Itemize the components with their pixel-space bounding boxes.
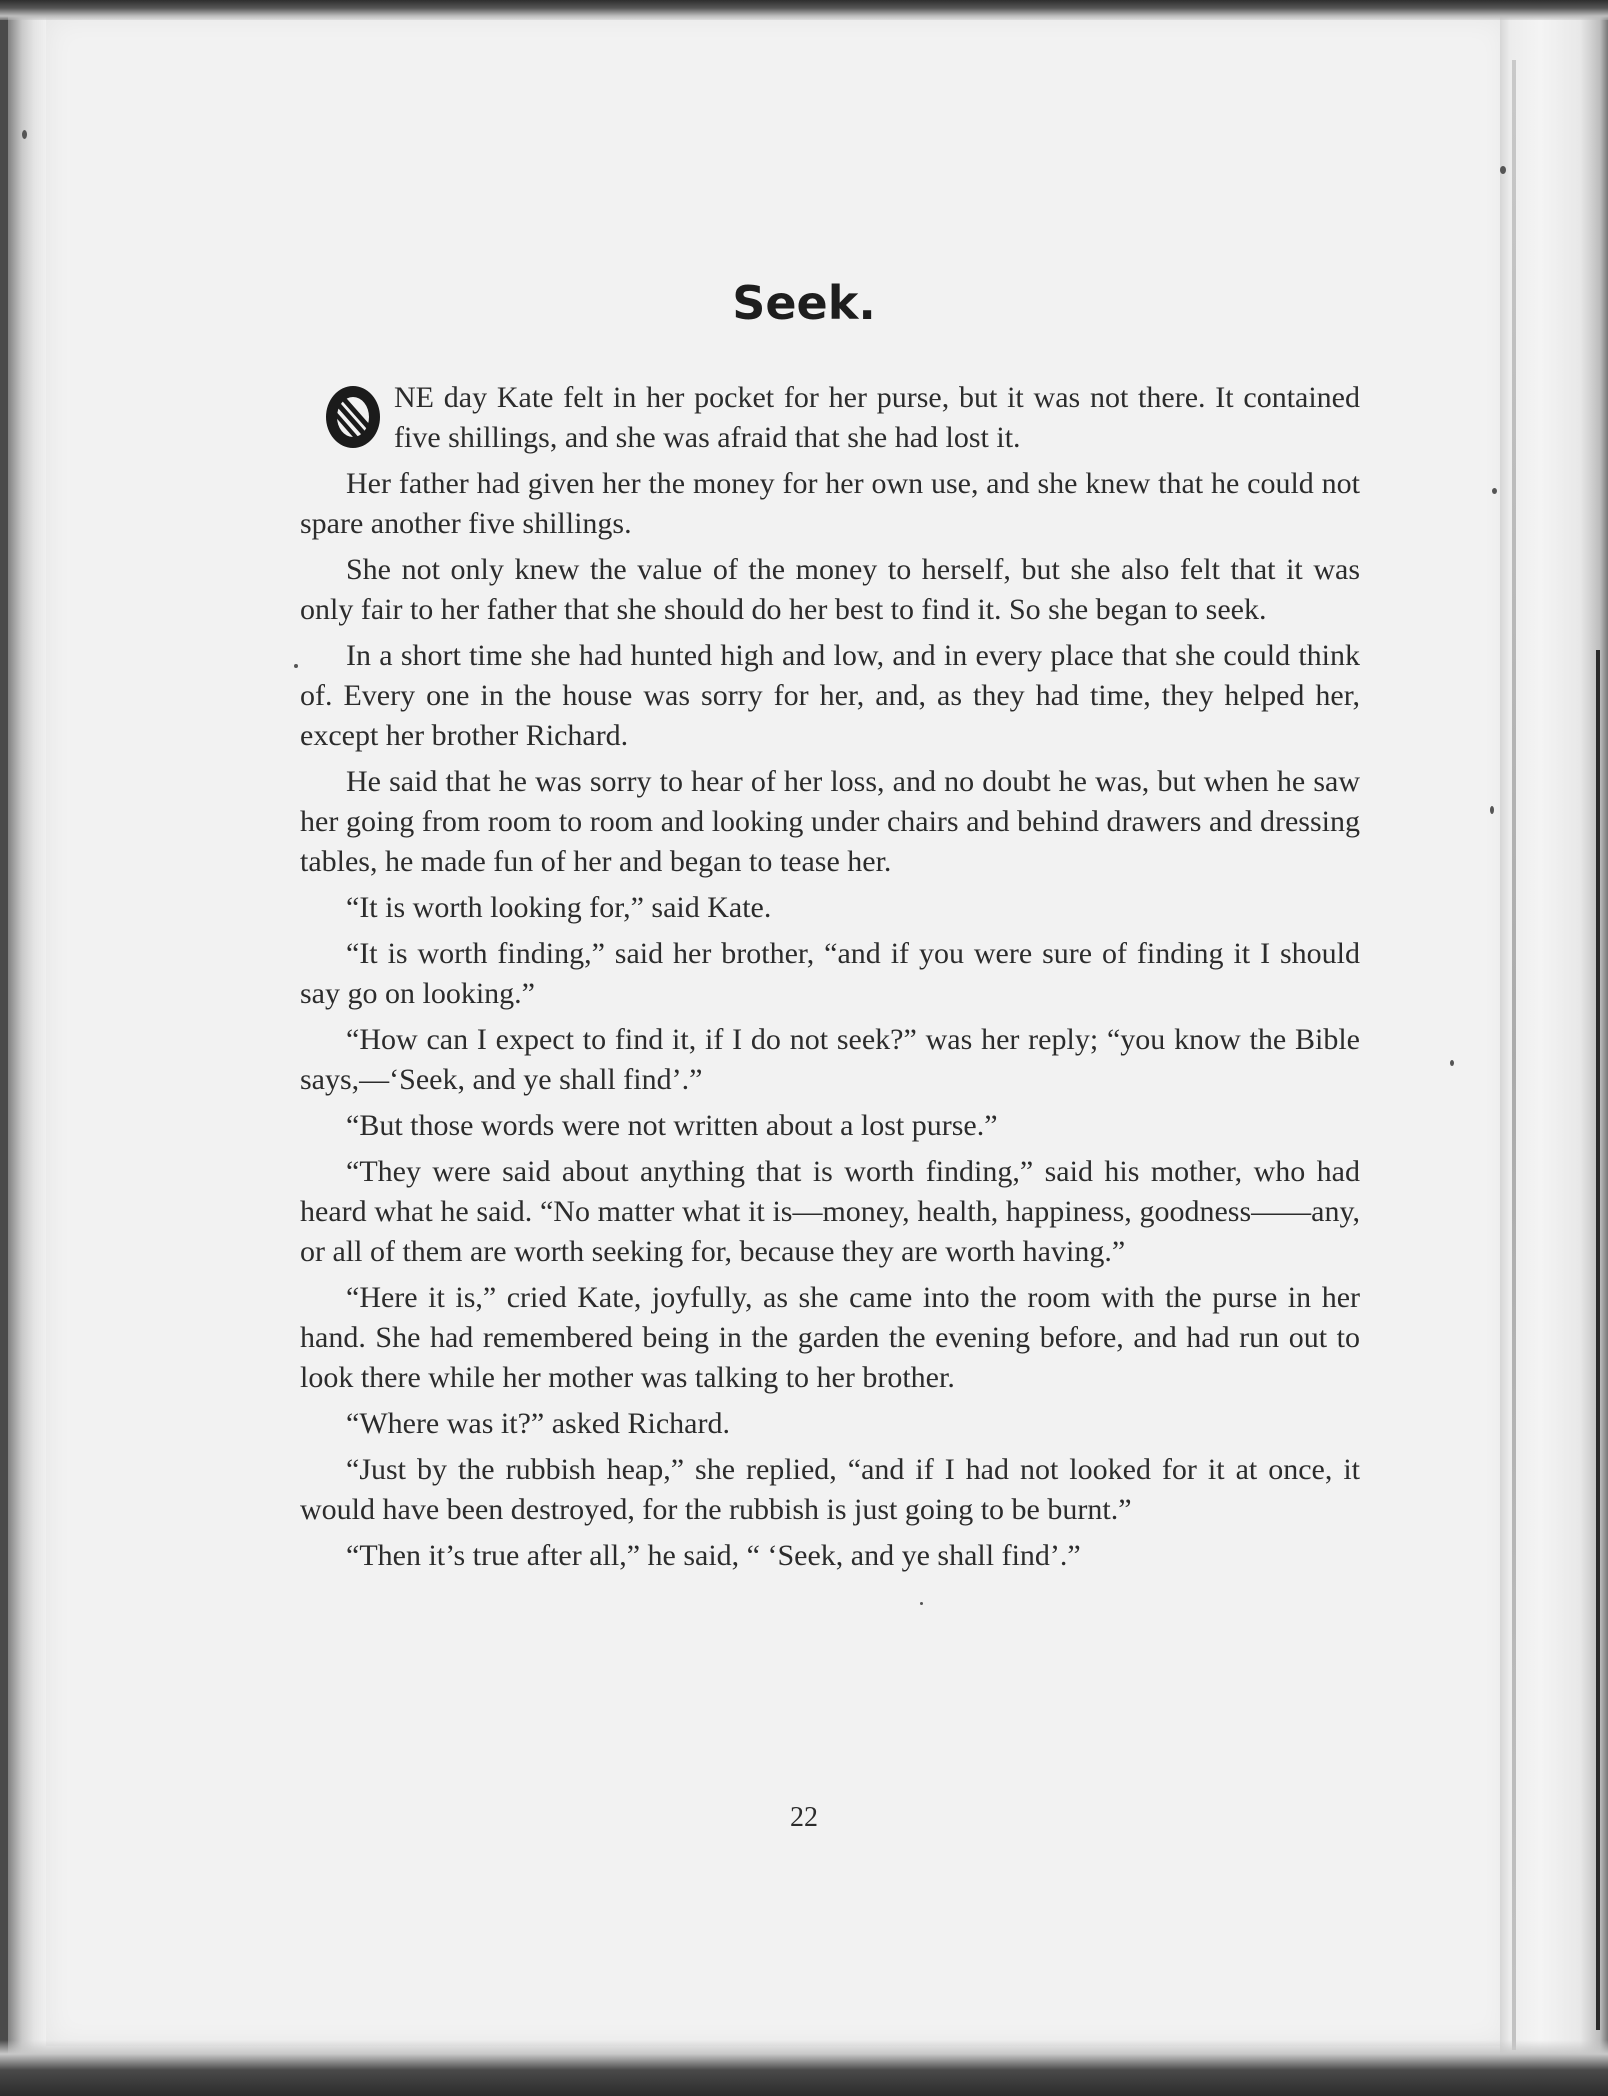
scan-speck: [920, 1602, 923, 1605]
paragraph-4: In a short time she had hunted high and low, and in every place that she could think of. Every one in the house was sorry for her, and, as they had time, they helped her, except her brother Richard.: [300, 639, 1360, 752]
paragraph-2: Her father had given her the money for her own use, and she knew that he could not spare another five shillings.: [300, 467, 1360, 540]
paragraph-9: “But those words were not written about a lost purse.”: [346, 1109, 998, 1142]
scan-speck: [294, 664, 298, 668]
gutter-fold-line: [1512, 60, 1516, 2050]
page-number: 22: [790, 1802, 818, 1833]
bottom-scan-edge: [0, 2040, 1608, 2096]
paragraph-7: “It is worth finding,” said her brother, “and if you were sure of finding it I should say go on looking.”: [300, 937, 1360, 1010]
paragraph-8: “How can I expect to find it, if I do not seek?” was her reply; “you know the Bible says,—‘Seek, and ye shall find’.”: [300, 1023, 1360, 1096]
story-body: [300, 378, 1360, 1582]
paragraph-14: “Then it’s true after all,” he said, “ ‘Seek, and ye shall find’.”: [346, 1539, 1081, 1572]
paragraph-1: [300, 378, 1360, 458]
scan-speck: [22, 130, 27, 139]
scan-speck: [1492, 488, 1497, 494]
drop-cap-o-icon: [324, 384, 382, 450]
scan-speck: [1450, 1060, 1454, 1066]
scan-speck: [1500, 166, 1506, 174]
paragraph-13: “Just by the rubbish heap,” she replied, “and if I had not looked for it at once, it would have been destroyed, for the rubbish is just going to be burnt.”: [300, 1453, 1360, 1526]
paragraph-6: “It is worth looking for,” said Kate.: [346, 891, 772, 924]
paragraph-text: NE day Kate felt in her pocket for her purse, but it was not there. It contained five shillings, and she was afraid that she had lost it.: [394, 381, 1360, 454]
paragraph-11: “Here it is,” cried Kate, joyfully, as she came into the room with the purse in her hand. She had remembered being in the garden the evening before, and had run out to look there while her mother was talking to her brother.: [300, 1281, 1360, 1394]
paragraph-3: She not only knew the value of the money to herself, but she also felt that it was only fair to her father that she should do her best to find it. So she began to seek.: [300, 553, 1360, 626]
top-scan-edge: [0, 0, 1608, 20]
paragraph-12: “Where was it?” asked Richard.: [346, 1407, 730, 1440]
paragraph-5: He said that he was sorry to hear of her loss, and no doubt he was, but when he saw her going from room to room and looking under chairs and behind drawers and dressing tables, he made fun of her and began to tease her.: [300, 765, 1360, 878]
page-title: Seek.: [732, 276, 876, 330]
scan-speck: [1490, 806, 1494, 814]
paragraph-10: “They were said about anything that is worth finding,” said his mother, who had heard what he said. “No matter what it is—money, health, happiness, goodness——any, or all of them are worth seeking for, because they are worth having.”: [300, 1155, 1360, 1268]
